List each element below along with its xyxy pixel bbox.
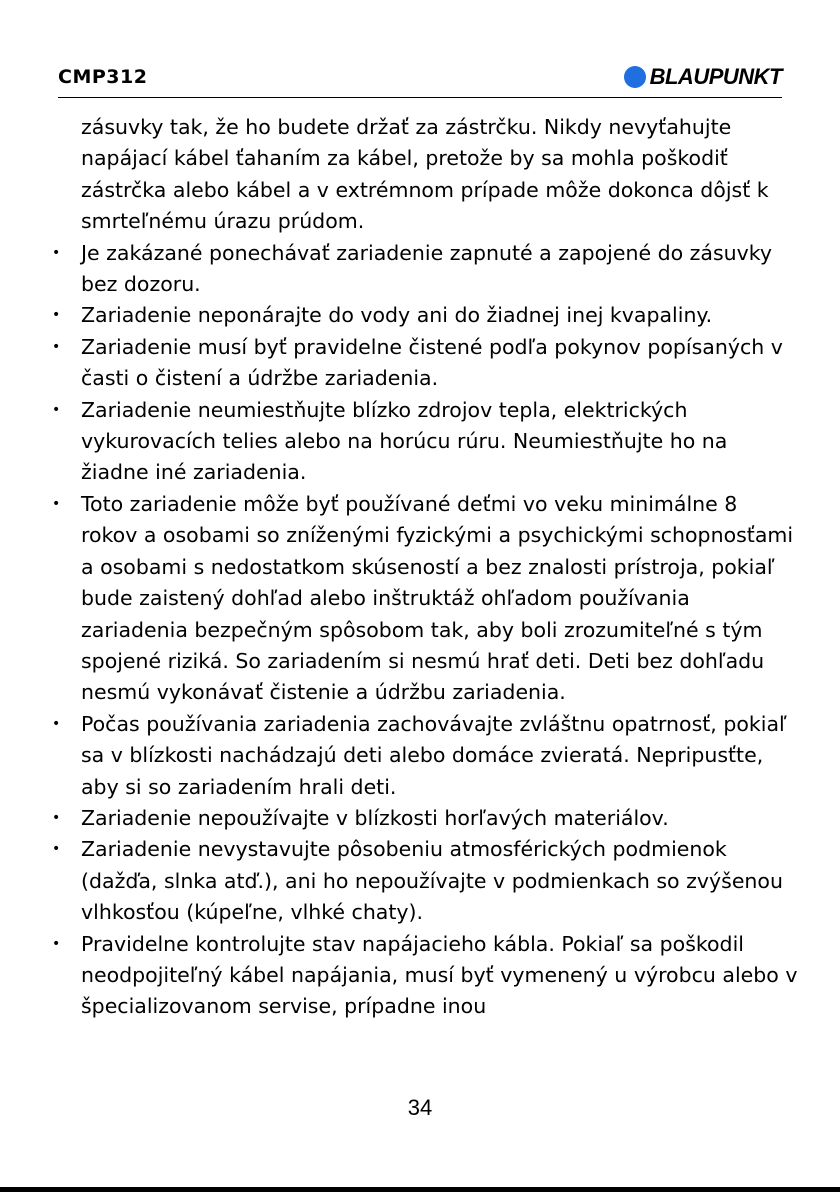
list-item-text: Toto zariadenie môže byť používané deťmi vo veku minimálne 8 rokov a osobami so zníženými fyzickými a psychickými schopnosťami a osobami s nedostatkom skúseností a bez znalosti prístroja, pokiaľ bude zaistený dohľad alebo inštruktáž ohľadom používania zariadenia bezpečným spôsobom tak, aby boli zrozumiteľné s tým spojené riziká. So zariadením si nesmú hrať deti. Deti bez dohľadu nesmú vykonávať čistenie a údržbu zariadenia.: [81, 491, 794, 705]
page-content: [52, 112, 800, 1023]
brand-name: BLAUPUNKT: [649, 64, 782, 89]
list-item-text: Pravidelne kontrolujte stav napájacieho kábla. Pokiaľ sa poškodil neodpojiteľný kábel napájania, musí byť vymenený u výrobcu alebo v špecializovanom servise, prípadne inou: [81, 931, 798, 1019]
bullet-icon: •: [52, 495, 61, 512]
page-header: [58, 64, 782, 98]
list-item: [52, 238, 800, 301]
bullet-icon: •: [52, 244, 61, 261]
continuation-text: zásuvky tak, že ho budete držať za zástrčku. Nikdy nevyťahujte napájací kábel ťahaním za kábel, pretože by sa mohla poškodiť zástrčka alebo kábel a v extrémnom prípade môže dokonca dôjsť k smrteľnému úrazu prúdom.: [81, 115, 769, 234]
bullet-icon: •: [52, 715, 61, 732]
bullet-icon: •: [52, 841, 61, 858]
list-item-text: Zariadenie musí byť pravidelne čistené podľa pokynov popísaných v časti o čistení a údržbe zariadenia.: [81, 334, 783, 391]
bullet-icon: •: [52, 935, 61, 952]
bullet-icon: •: [52, 809, 61, 826]
bottom-border: [0, 1187, 840, 1192]
list-item-text: Zariadenie nevystavujte pôsobeniu atmosférických podmienok (dažďa, slnka atď.), ani ho nepoužívajte v podmienkach so zvýšenou vlhkosťou (kúpeľne, vlhké chaty).: [81, 837, 783, 925]
header-rule: [58, 97, 782, 98]
page-number: 34: [407, 1095, 433, 1120]
list-item: [52, 300, 800, 331]
list-item: [52, 803, 800, 834]
brand-logo: [624, 64, 782, 90]
bullet-icon: •: [52, 338, 61, 355]
list-item: [52, 332, 800, 395]
list-item-text: Počas používania zariadenia zachovávajte zvláštnu opatrnosť, pokiaľ sa v blízkosti nachádzajú deti alebo domáce zvieratá. Nepripusťte, aby si so zariadením hrali deti.: [81, 711, 787, 799]
list-item-text: Zariadenie neponárajte do vody ani do žiadnej inej kvapaliny.: [81, 303, 713, 328]
model-name: CMP312: [58, 66, 148, 88]
list-item: [52, 395, 800, 489]
list-item: [52, 709, 800, 803]
continuation-paragraph: [52, 112, 800, 238]
bullet-icon: •: [52, 307, 61, 324]
list-item-text: Zariadenie nepoužívajte v blízkosti horľavých materiálov.: [81, 805, 669, 830]
list-item: [52, 489, 800, 709]
list-item-text: Zariadenie neumiestňujte blízko zdrojov tepla, elektrických vykurovacích telies alebo na horúcu rúru. Neumiestňujte ho na žiadne iné zariadenia.: [81, 397, 728, 485]
list-item-text: Je zakázané ponechávať zariadenie zapnuté a zapojené do zásuvky bez dozoru.: [81, 240, 773, 297]
bullet-icon: •: [52, 401, 61, 418]
list-item: [52, 929, 800, 1023]
list-item: [52, 834, 800, 928]
brand-dot-icon: [624, 66, 646, 88]
